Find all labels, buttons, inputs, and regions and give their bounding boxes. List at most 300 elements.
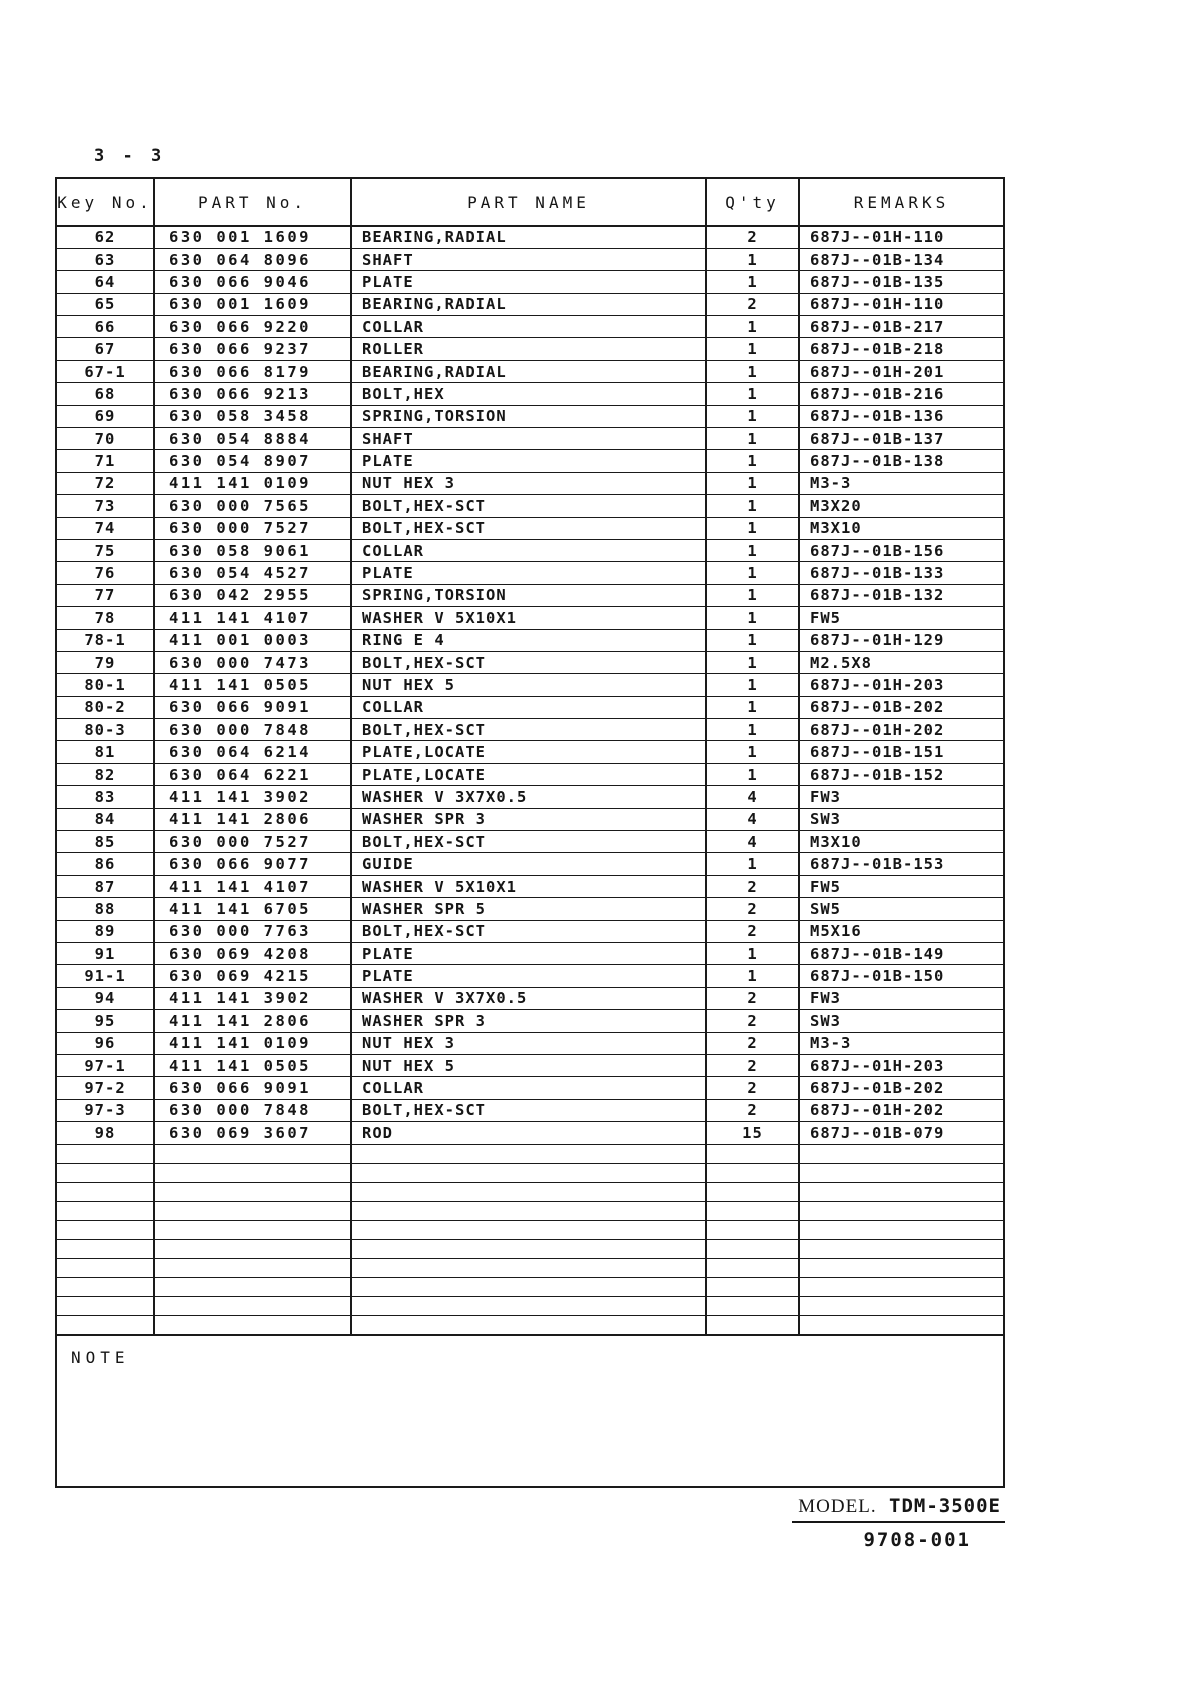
cell-part_name: NUT HEX 5 <box>351 674 706 696</box>
table-row <box>57 539 1003 561</box>
empty-cell <box>154 1163 351 1182</box>
cell-key: 78 <box>57 607 154 629</box>
cell-key: 62 <box>57 226 154 248</box>
empty-cell <box>57 1277 154 1296</box>
empty-cell <box>351 1163 706 1182</box>
empty-table-row <box>57 1315 1003 1334</box>
cell-remarks: FW3 <box>799 987 1003 1009</box>
cell-part_name: SHAFT <box>351 248 706 270</box>
cell-qty: 1 <box>706 405 799 427</box>
cell-part_name: NUT HEX 3 <box>351 472 706 494</box>
empty-cell <box>57 1144 154 1163</box>
cell-part_no: 411 141 0109 <box>154 1032 351 1054</box>
cell-remarks: FW5 <box>799 607 1003 629</box>
table-row <box>57 383 1003 405</box>
empty-cell <box>154 1144 351 1163</box>
empty-cell <box>57 1182 154 1201</box>
table-row <box>57 1010 1003 1032</box>
table-row <box>57 651 1003 673</box>
cell-remarks: FW5 <box>799 875 1003 897</box>
cell-part_no: 411 141 2806 <box>154 1010 351 1032</box>
note-section <box>57 1334 1003 1486</box>
cell-part_no: 411 001 0003 <box>154 629 351 651</box>
empty-cell <box>351 1220 706 1239</box>
model-number: TDM-3500E <box>889 1495 1001 1517</box>
empty-cell <box>706 1220 799 1239</box>
cell-remarks: SW3 <box>799 808 1003 830</box>
cell-part_name: COLLAR <box>351 316 706 338</box>
empty-cell <box>351 1258 706 1277</box>
cell-part_no: 630 000 7848 <box>154 1099 351 1121</box>
table-row <box>57 987 1003 1009</box>
empty-cell <box>351 1239 706 1258</box>
cell-key: 80-2 <box>57 696 154 718</box>
cell-part_name: BOLT,HEX-SCT <box>351 517 706 539</box>
cell-qty: 1 <box>706 360 799 382</box>
cell-key: 76 <box>57 562 154 584</box>
cell-qty: 1 <box>706 853 799 875</box>
cell-part_no: 411 141 6705 <box>154 898 351 920</box>
empty-cell <box>154 1277 351 1296</box>
table-row <box>57 584 1003 606</box>
cell-qty: 1 <box>706 943 799 965</box>
cell-remarks: M2.5X8 <box>799 651 1003 673</box>
cell-part_no: 630 000 7848 <box>154 719 351 741</box>
cell-part_no: 411 141 0109 <box>154 472 351 494</box>
cell-remarks: 687J--01B-218 <box>799 338 1003 360</box>
empty-cell <box>706 1296 799 1315</box>
cell-qty: 1 <box>706 517 799 539</box>
cell-qty: 1 <box>706 674 799 696</box>
cell-qty: 1 <box>706 495 799 517</box>
cell-part_name: COLLAR <box>351 1077 706 1099</box>
cell-part_no: 630 066 9220 <box>154 316 351 338</box>
cell-remarks: 687J--01H-202 <box>799 719 1003 741</box>
cell-part_no: 630 042 2955 <box>154 584 351 606</box>
cell-part_name: WASHER V 3X7X0.5 <box>351 987 706 1009</box>
cell-part_no: 630 054 4527 <box>154 562 351 584</box>
page-number-label: 3 - 3 <box>94 146 166 166</box>
cell-part_name: BOLT,HEX-SCT <box>351 495 706 517</box>
cell-qty: 2 <box>706 226 799 248</box>
cell-part_no: 630 064 6214 <box>154 741 351 763</box>
cell-remarks: 687J--01B-137 <box>799 428 1003 450</box>
empty-table-row <box>57 1201 1003 1220</box>
cell-part_no: 630 066 9213 <box>154 383 351 405</box>
cell-key: 86 <box>57 853 154 875</box>
empty-cell <box>799 1144 1003 1163</box>
cell-qty: 4 <box>706 831 799 853</box>
cell-key: 71 <box>57 450 154 472</box>
cell-remarks: 687J--01B-133 <box>799 562 1003 584</box>
cell-remarks: 687J--01B-135 <box>799 271 1003 293</box>
empty-cell <box>799 1315 1003 1334</box>
table-row <box>57 472 1003 494</box>
cell-part_name: NUT HEX 3 <box>351 1032 706 1054</box>
cell-key: 67-1 <box>57 360 154 382</box>
cell-remarks: 687J--01B-150 <box>799 965 1003 987</box>
cell-qty: 4 <box>706 808 799 830</box>
cell-key: 89 <box>57 920 154 942</box>
table-row <box>57 1054 1003 1076</box>
cell-part_no: 630 066 9077 <box>154 853 351 875</box>
empty-table-row <box>57 1239 1003 1258</box>
document-number: 9708-001 <box>863 1529 971 1551</box>
empty-cell <box>706 1182 799 1201</box>
empty-cell <box>57 1201 154 1220</box>
cell-part_name: PLATE <box>351 450 706 472</box>
empty-cell <box>154 1220 351 1239</box>
cell-remarks: 687J--01H-110 <box>799 293 1003 315</box>
cell-remarks: 687J--01H-110 <box>799 226 1003 248</box>
cell-part_no: 630 058 9061 <box>154 539 351 561</box>
cell-remarks: M3-3 <box>799 472 1003 494</box>
cell-part_no: 630 066 9237 <box>154 338 351 360</box>
cell-part_name: WASHER V 5X10X1 <box>351 607 706 629</box>
cell-part_no: 630 064 8096 <box>154 248 351 270</box>
table-row <box>57 271 1003 293</box>
empty-cell <box>154 1296 351 1315</box>
empty-cell <box>154 1182 351 1201</box>
table-row <box>57 965 1003 987</box>
empty-table-row <box>57 1277 1003 1296</box>
cell-part_no: 411 141 4107 <box>154 875 351 897</box>
table-row <box>57 428 1003 450</box>
empty-table-row <box>57 1144 1003 1163</box>
cell-qty: 1 <box>706 539 799 561</box>
cell-qty: 15 <box>706 1122 799 1144</box>
cell-key: 95 <box>57 1010 154 1032</box>
cell-part_name: SPRING,TORSION <box>351 405 706 427</box>
cell-qty: 2 <box>706 987 799 1009</box>
cell-key: 94 <box>57 987 154 1009</box>
cell-qty: 1 <box>706 629 799 651</box>
cell-qty: 1 <box>706 607 799 629</box>
empty-cell <box>57 1239 154 1258</box>
table-row <box>57 808 1003 830</box>
empty-cell <box>799 1296 1003 1315</box>
table-row <box>57 1122 1003 1144</box>
cell-part_name: COLLAR <box>351 539 706 561</box>
cell-key: 75 <box>57 539 154 561</box>
cell-key: 88 <box>57 898 154 920</box>
cell-key: 97-2 <box>57 1077 154 1099</box>
cell-part_no: 630 069 3607 <box>154 1122 351 1144</box>
cell-remarks: 687J--01B-134 <box>799 248 1003 270</box>
empty-cell <box>799 1201 1003 1220</box>
header-qty: Q'ty <box>706 179 799 226</box>
cell-key: 73 <box>57 495 154 517</box>
cell-part_name: PLATE,LOCATE <box>351 763 706 785</box>
table-row <box>57 875 1003 897</box>
cell-qty: 2 <box>706 1077 799 1099</box>
cell-remarks: SW5 <box>799 898 1003 920</box>
table-row <box>57 943 1003 965</box>
page-footer <box>792 1495 1005 1551</box>
cell-part_no: 630 066 9046 <box>154 271 351 293</box>
empty-cell <box>799 1258 1003 1277</box>
cell-part_name: NUT HEX 5 <box>351 1054 706 1076</box>
note-label: NOTE <box>71 1348 130 1368</box>
cell-remarks: 687J--01B-149 <box>799 943 1003 965</box>
cell-key: 87 <box>57 875 154 897</box>
empty-cell <box>154 1315 351 1334</box>
empty-cell <box>706 1239 799 1258</box>
header-remarks: REMARKS <box>799 179 1003 226</box>
cell-remarks: M3-3 <box>799 1032 1003 1054</box>
cell-remarks: 687J--01H-202 <box>799 1099 1003 1121</box>
empty-table-row <box>57 1163 1003 1182</box>
cell-part_name: SPRING,TORSION <box>351 584 706 606</box>
cell-key: 81 <box>57 741 154 763</box>
header-part-name: PART NAME <box>351 179 706 226</box>
cell-key: 97-1 <box>57 1054 154 1076</box>
table-row <box>57 674 1003 696</box>
cell-key: 72 <box>57 472 154 494</box>
cell-part_name: PLATE <box>351 965 706 987</box>
table-row <box>57 1077 1003 1099</box>
model-line <box>792 1495 1005 1523</box>
empty-cell <box>706 1201 799 1220</box>
cell-key: 82 <box>57 763 154 785</box>
table-row <box>57 248 1003 270</box>
empty-table-row <box>57 1296 1003 1315</box>
cell-part_name: WASHER V 5X10X1 <box>351 875 706 897</box>
cell-qty: 2 <box>706 1010 799 1032</box>
cell-part_name: PLATE <box>351 562 706 584</box>
cell-part_no: 630 000 7527 <box>154 517 351 539</box>
cell-part_no: 630 000 7473 <box>154 651 351 673</box>
parts-table-frame <box>55 177 1005 1488</box>
parts-table <box>57 179 1003 1334</box>
cell-part_name: ROLLER <box>351 338 706 360</box>
cell-qty: 2 <box>706 1099 799 1121</box>
table-row <box>57 920 1003 942</box>
cell-qty: 1 <box>706 450 799 472</box>
table-row <box>57 607 1003 629</box>
empty-cell <box>57 1296 154 1315</box>
cell-qty: 1 <box>706 271 799 293</box>
table-row <box>57 741 1003 763</box>
cell-key: 85 <box>57 831 154 853</box>
cell-qty: 1 <box>706 719 799 741</box>
cell-part_name: WASHER SPR 5 <box>351 898 706 920</box>
empty-cell <box>799 1277 1003 1296</box>
cell-part_no: 630 000 7527 <box>154 831 351 853</box>
table-row <box>57 495 1003 517</box>
cell-remarks: 687J--01B-153 <box>799 853 1003 875</box>
cell-remarks: 687J--01B-202 <box>799 1077 1003 1099</box>
cell-key: 67 <box>57 338 154 360</box>
empty-table-row <box>57 1220 1003 1239</box>
table-row <box>57 562 1003 584</box>
empty-cell <box>351 1277 706 1296</box>
empty-cell <box>57 1315 154 1334</box>
cell-remarks: M3X10 <box>799 517 1003 539</box>
header-key-no: Key No. <box>57 179 154 226</box>
empty-table-row <box>57 1182 1003 1201</box>
cell-remarks: 687J--01B-156 <box>799 539 1003 561</box>
table-row <box>57 629 1003 651</box>
empty-cell <box>351 1201 706 1220</box>
cell-part_name: BOLT,HEX <box>351 383 706 405</box>
cell-remarks: 687J--01H-201 <box>799 360 1003 382</box>
empty-cell <box>706 1144 799 1163</box>
cell-remarks: SW3 <box>799 1010 1003 1032</box>
cell-key: 79 <box>57 651 154 673</box>
cell-qty: 1 <box>706 696 799 718</box>
cell-part_no: 411 141 4107 <box>154 607 351 629</box>
cell-part_name: BEARING,RADIAL <box>351 293 706 315</box>
cell-qty: 1 <box>706 383 799 405</box>
cell-key: 74 <box>57 517 154 539</box>
cell-remarks: 687J--01B-151 <box>799 741 1003 763</box>
cell-qty: 1 <box>706 562 799 584</box>
cell-key: 91-1 <box>57 965 154 987</box>
header-part-no: PART No. <box>154 179 351 226</box>
cell-part_no: 630 066 8179 <box>154 360 351 382</box>
cell-key: 77 <box>57 584 154 606</box>
cell-part_no: 411 141 3902 <box>154 987 351 1009</box>
empty-cell <box>154 1201 351 1220</box>
empty-cell <box>351 1315 706 1334</box>
cell-part_no: 630 054 8884 <box>154 428 351 450</box>
cell-key: 64 <box>57 271 154 293</box>
cell-remarks: 687J--01B-136 <box>799 405 1003 427</box>
empty-cell <box>57 1258 154 1277</box>
table-row <box>57 696 1003 718</box>
cell-key: 65 <box>57 293 154 315</box>
table-header-row <box>57 179 1003 226</box>
cell-part_name: BOLT,HEX-SCT <box>351 920 706 942</box>
empty-cell <box>706 1315 799 1334</box>
cell-qty: 2 <box>706 875 799 897</box>
cell-qty: 2 <box>706 920 799 942</box>
empty-cell <box>154 1239 351 1258</box>
cell-part_no: 411 141 0505 <box>154 1054 351 1076</box>
cell-part_no: 630 066 9091 <box>154 1077 351 1099</box>
cell-remarks: 687J--01B-202 <box>799 696 1003 718</box>
cell-key: 68 <box>57 383 154 405</box>
cell-qty: 1 <box>706 338 799 360</box>
cell-part_no: 630 001 1609 <box>154 293 351 315</box>
cell-qty: 2 <box>706 1054 799 1076</box>
cell-remarks: 687J--01H-203 <box>799 674 1003 696</box>
cell-part_name: RING E 4 <box>351 629 706 651</box>
cell-qty: 1 <box>706 651 799 673</box>
table-row <box>57 517 1003 539</box>
cell-part_name: BOLT,HEX-SCT <box>351 651 706 673</box>
cell-part_name: PLATE,LOCATE <box>351 741 706 763</box>
cell-remarks: M3X10 <box>799 831 1003 853</box>
cell-part_no: 630 058 3458 <box>154 405 351 427</box>
cell-part_no: 411 141 3902 <box>154 786 351 808</box>
table-row <box>57 226 1003 248</box>
cell-qty: 1 <box>706 584 799 606</box>
cell-part_no: 630 066 9091 <box>154 696 351 718</box>
cell-key: 84 <box>57 808 154 830</box>
empty-cell <box>799 1182 1003 1201</box>
cell-qty: 1 <box>706 763 799 785</box>
empty-cell <box>799 1220 1003 1239</box>
cell-key: 80-1 <box>57 674 154 696</box>
cell-key: 83 <box>57 786 154 808</box>
cell-part_no: 630 054 8907 <box>154 450 351 472</box>
cell-part_no: 630 001 1609 <box>154 226 351 248</box>
cell-part_name: ROD <box>351 1122 706 1144</box>
cell-key: 66 <box>57 316 154 338</box>
cell-part_name: SHAFT <box>351 428 706 450</box>
cell-remarks: 687J--01B-152 <box>799 763 1003 785</box>
cell-remarks: 687J--01B-216 <box>799 383 1003 405</box>
table-row <box>57 1099 1003 1121</box>
cell-part_name: PLATE <box>351 943 706 965</box>
cell-remarks: 687J--01H-203 <box>799 1054 1003 1076</box>
cell-part_name: BEARING,RADIAL <box>351 226 706 248</box>
cell-key: 96 <box>57 1032 154 1054</box>
cell-part_name: BOLT,HEX-SCT <box>351 719 706 741</box>
cell-part_no: 411 141 2806 <box>154 808 351 830</box>
cell-part_no: 411 141 0505 <box>154 674 351 696</box>
cell-part_no: 630 069 4215 <box>154 965 351 987</box>
empty-table-row <box>57 1258 1003 1277</box>
cell-qty: 1 <box>706 741 799 763</box>
cell-part_name: WASHER SPR 3 <box>351 808 706 830</box>
cell-part_name: BOLT,HEX-SCT <box>351 1099 706 1121</box>
cell-part_name: BOLT,HEX-SCT <box>351 831 706 853</box>
table-row <box>57 719 1003 741</box>
empty-cell <box>799 1239 1003 1258</box>
cell-part_no: 630 000 7763 <box>154 920 351 942</box>
table-row <box>57 450 1003 472</box>
cell-key: 98 <box>57 1122 154 1144</box>
table-row <box>57 405 1003 427</box>
table-row <box>57 293 1003 315</box>
empty-cell <box>351 1144 706 1163</box>
table-row <box>57 316 1003 338</box>
cell-remarks: FW3 <box>799 786 1003 808</box>
table-row <box>57 763 1003 785</box>
empty-cell <box>799 1163 1003 1182</box>
table-row <box>57 1032 1003 1054</box>
cell-part_name: GUIDE <box>351 853 706 875</box>
cell-key: 91 <box>57 943 154 965</box>
cell-key: 69 <box>57 405 154 427</box>
cell-remarks: 687J--01B-132 <box>799 584 1003 606</box>
cell-key: 63 <box>57 248 154 270</box>
table-row <box>57 360 1003 382</box>
empty-cell <box>57 1163 154 1182</box>
empty-cell <box>154 1258 351 1277</box>
cell-qty: 1 <box>706 316 799 338</box>
cell-qty: 2 <box>706 1032 799 1054</box>
cell-qty: 1 <box>706 472 799 494</box>
cell-part_name: WASHER SPR 3 <box>351 1010 706 1032</box>
cell-remarks: 687J--01H-129 <box>799 629 1003 651</box>
cell-part_no: 630 064 6221 <box>154 763 351 785</box>
cell-qty: 2 <box>706 293 799 315</box>
cell-key: 97-3 <box>57 1099 154 1121</box>
cell-qty: 1 <box>706 965 799 987</box>
model-label: MODEL. <box>798 1496 877 1517</box>
cell-remarks: 687J--01B-079 <box>799 1122 1003 1144</box>
cell-remarks: 687J--01B-138 <box>799 450 1003 472</box>
cell-key: 80-3 <box>57 719 154 741</box>
cell-part_no: 630 069 4208 <box>154 943 351 965</box>
empty-cell <box>706 1277 799 1296</box>
cell-qty: 4 <box>706 786 799 808</box>
cell-part_name: BEARING,RADIAL <box>351 360 706 382</box>
